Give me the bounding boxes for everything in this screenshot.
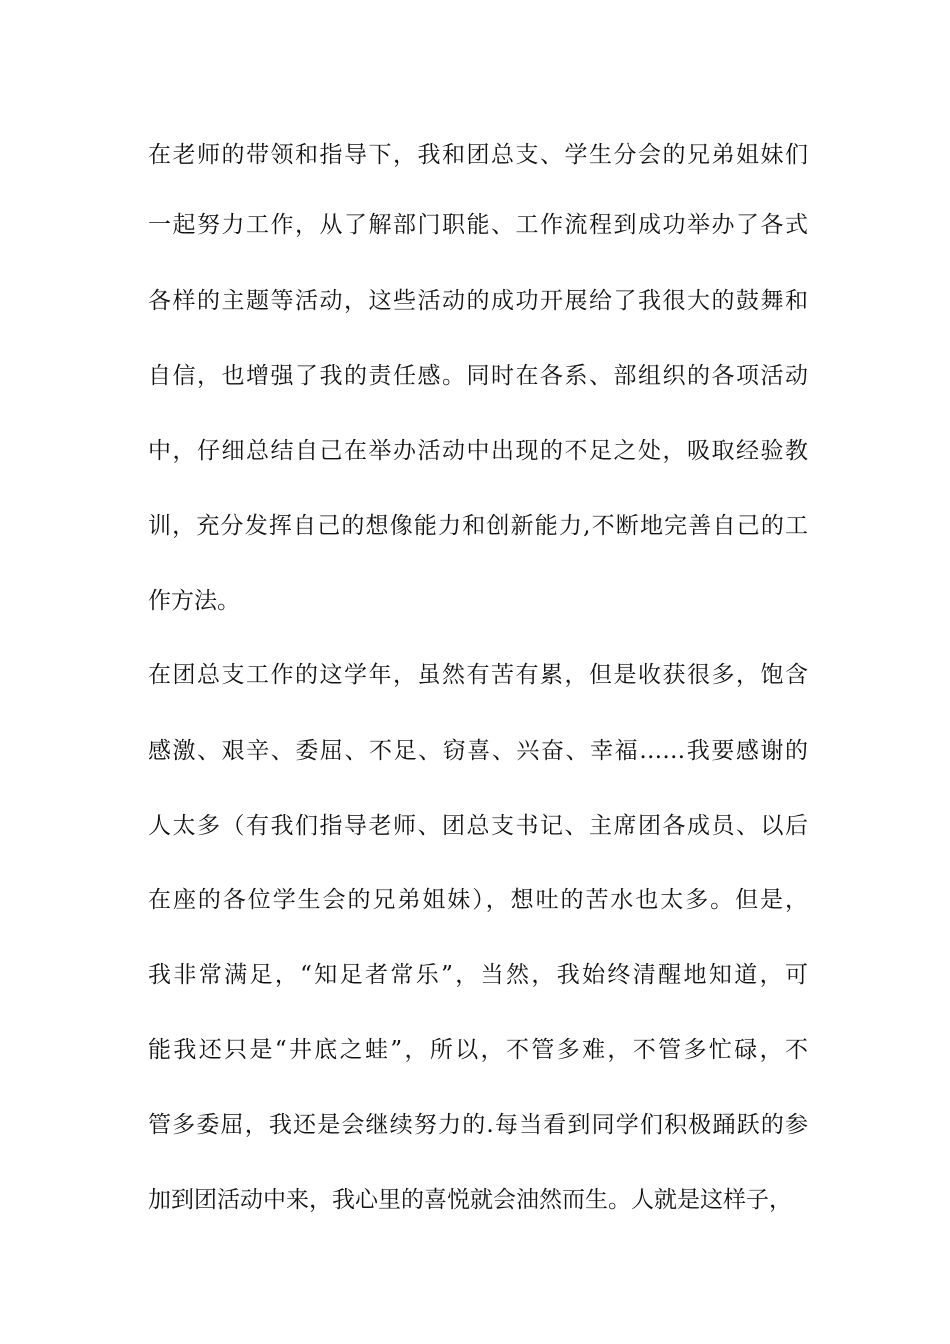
text-line: 人太多（有我们指导老师、团总支书记、主席团各成员、以后 [148,813,808,839]
text-line: 作方法。 [148,588,240,614]
text-line: 各样的主题等活动，这些活动的成功开展给了我很大的鼓舞和 [148,288,808,314]
text-line: 在老师的带领和指导下，我和团总支、学生分会的兄弟姐妹们 [148,142,808,168]
text-line: 训，充分发挥自己的想像能力和创新能力,不断地完善自己的工 [148,513,808,539]
text-line: 管多委屈，我还是会继续努力的.每当看到同学们积极踊跃的参 [148,1112,808,1138]
text-line: 在座的各位学生会的兄弟姐妹），想吐的苦水也太多。但是， [148,887,808,913]
text-line: 感激、艰辛、委屈、不足、窃喜、兴奋、幸福……我要感谢的 [148,738,808,764]
text-line: 能我还只是“井底之蛙”，所以，不管多难，不管多忙碌，不 [148,1037,808,1063]
text-line: 加到团活动中来，我心里的喜悦就会油然而生。人就是这样子， [148,1187,792,1213]
text-line: 在团总支工作的这学年，虽然有苦有累，但是收获很多，饱含 [148,662,808,688]
text-line: 自信，也增强了我的责任感。同时在各系、部组织的各项活动 [148,363,808,389]
text-line: 一起努力工作，从了解部门职能、工作流程到成功举办了各式 [148,212,808,238]
text-line: 我非常满足，“知足者常乐”，当然，我始终清醒地知道，可 [148,962,808,988]
text-line: 中，仔细总结自己在举办活动中出现的不足之处，吸取经验教 [148,438,808,464]
